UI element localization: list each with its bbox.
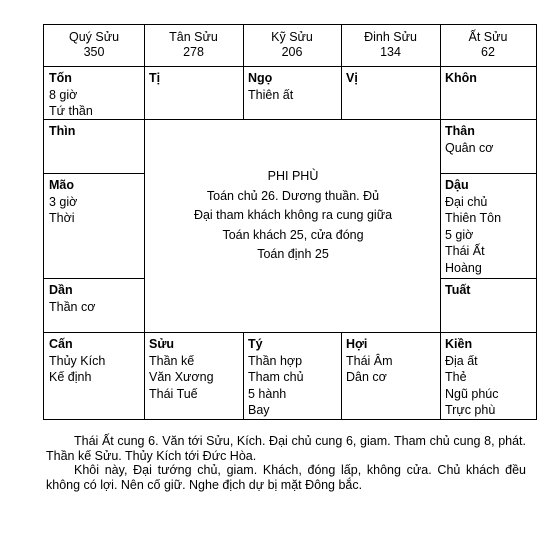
cell-line: Thẻ xyxy=(445,370,467,384)
header-cell-ky-suu xyxy=(243,25,341,66)
cell-thin xyxy=(44,120,144,140)
cell-line: Quân cơ xyxy=(445,140,494,155)
cell-line: 3 giờ xyxy=(49,194,78,209)
cell-line: 5 giờ xyxy=(445,227,474,242)
cell-dan xyxy=(44,279,144,315)
cell-ngo xyxy=(243,67,341,103)
cell-title: Khôn xyxy=(445,71,477,85)
cell-mao xyxy=(44,174,144,227)
header-cell-at-suu xyxy=(440,25,536,66)
cell-line: Thần kế xyxy=(149,353,195,368)
cell-dau xyxy=(440,174,536,276)
cell-title: Vị xyxy=(346,71,358,85)
header-value: 134 xyxy=(380,45,401,59)
center-line: Toán định 25 xyxy=(257,247,329,261)
cell-ti xyxy=(144,67,243,87)
cell-title: Dậu xyxy=(445,178,469,192)
cell-line: Ngũ phúc xyxy=(445,386,499,401)
cell-title: Kiền xyxy=(445,337,473,351)
header-value: 350 xyxy=(83,45,105,59)
cell-suu xyxy=(144,333,243,402)
cell-than xyxy=(440,120,536,156)
cell-line: Thái Âm xyxy=(346,353,393,368)
cell-vi xyxy=(341,67,440,87)
cell-title: Ngọ xyxy=(248,71,273,85)
cell-title: Thìn xyxy=(49,124,76,138)
cell-title: Sửu xyxy=(149,337,175,351)
cell-title: Cấn xyxy=(49,337,73,351)
cell-line: Địa ất xyxy=(445,353,478,368)
center-line: Đại tham khách không ra cung giữa xyxy=(193,208,393,222)
header-name: Tân Sửu xyxy=(169,30,218,44)
cell-title: Tý xyxy=(248,337,263,351)
header-name: Quý Sửu xyxy=(68,30,120,44)
cell-line: Thời xyxy=(49,211,75,225)
cell-line: Dân cơ xyxy=(346,370,387,384)
cell-kien xyxy=(440,333,536,419)
center-line: Toán khách 25, cửa đóng xyxy=(222,227,364,242)
cell-line: Thần cơ xyxy=(49,299,96,314)
cell-ty xyxy=(243,333,341,419)
cell-title: Tốn xyxy=(49,71,72,85)
header-value: 206 xyxy=(281,45,303,59)
cell-line: Đại chủ xyxy=(445,194,488,209)
cell-can xyxy=(44,333,144,386)
header-cell-quy-suu xyxy=(44,25,144,66)
center-line: Toán chủ 26. Dương thuần. Đủ xyxy=(206,188,380,203)
cell-title: Mão xyxy=(49,178,74,192)
cell-title: Thân xyxy=(445,124,475,138)
cell-khon xyxy=(440,67,536,87)
note-paragraph: Khôi này, Đại tướng chủ, giam. Khách, đóng lấp, không cửa. Chủ khách đều không có lợi. Nên cố giữ. Nghe địch dự bị mặt Đông bắc. xyxy=(46,463,526,492)
cell-line: Thiên Tôn xyxy=(445,211,502,225)
cell-line: Thủy Kích xyxy=(49,353,106,368)
header-value: 278 xyxy=(183,45,204,59)
center-title: PHI PHÙ xyxy=(267,169,319,183)
cell-line: Thiên ất xyxy=(248,87,294,102)
header-name: Ất Sửu xyxy=(468,30,508,44)
cell-line: 8 giờ xyxy=(49,87,78,102)
cell-line: Tham chủ xyxy=(248,370,304,384)
header-name: Kỹ Sửu xyxy=(271,30,313,44)
cell-line: Thái Tuế xyxy=(149,386,198,401)
cell-hoi xyxy=(341,333,440,386)
header-name: Đinh Sửu xyxy=(364,30,417,44)
cell-line: Kế định xyxy=(49,370,92,384)
cell-line: Thần hợp xyxy=(248,353,303,368)
note-paragraph: Thái Ất cung 6. Văn tới Sửu, Kích. Đại chủ cung 6, giam. Tham chủ cung 8, phát. Thần kế Sửu. Thủy Kích tới Đức Hòa. xyxy=(46,434,526,463)
cell-line: Bay xyxy=(248,403,270,417)
header-value: 62 xyxy=(481,45,495,59)
cell-line: Tứ thần xyxy=(49,104,93,118)
header-cell-tan-suu xyxy=(144,25,243,66)
cell-tuat xyxy=(440,279,536,299)
cell-title: Tuất xyxy=(445,283,471,297)
center-text-block xyxy=(145,167,441,265)
cell-line: Văn Xương xyxy=(149,370,214,384)
cell-ton xyxy=(44,67,144,120)
cell-line: Hoàng xyxy=(445,260,482,275)
header-cell-dinh-suu xyxy=(341,25,440,66)
cell-title: Hợi xyxy=(346,337,368,351)
cell-line: 5 hành xyxy=(248,386,287,401)
cell-line: Thái Ất xyxy=(445,244,485,258)
cell-title: Tị xyxy=(149,71,161,85)
grid-line xyxy=(145,119,443,120)
cell-line: Trực phù xyxy=(445,403,496,417)
palace-grid xyxy=(43,24,537,420)
cell-title: Dần xyxy=(49,283,73,297)
notes-section xyxy=(46,434,526,492)
